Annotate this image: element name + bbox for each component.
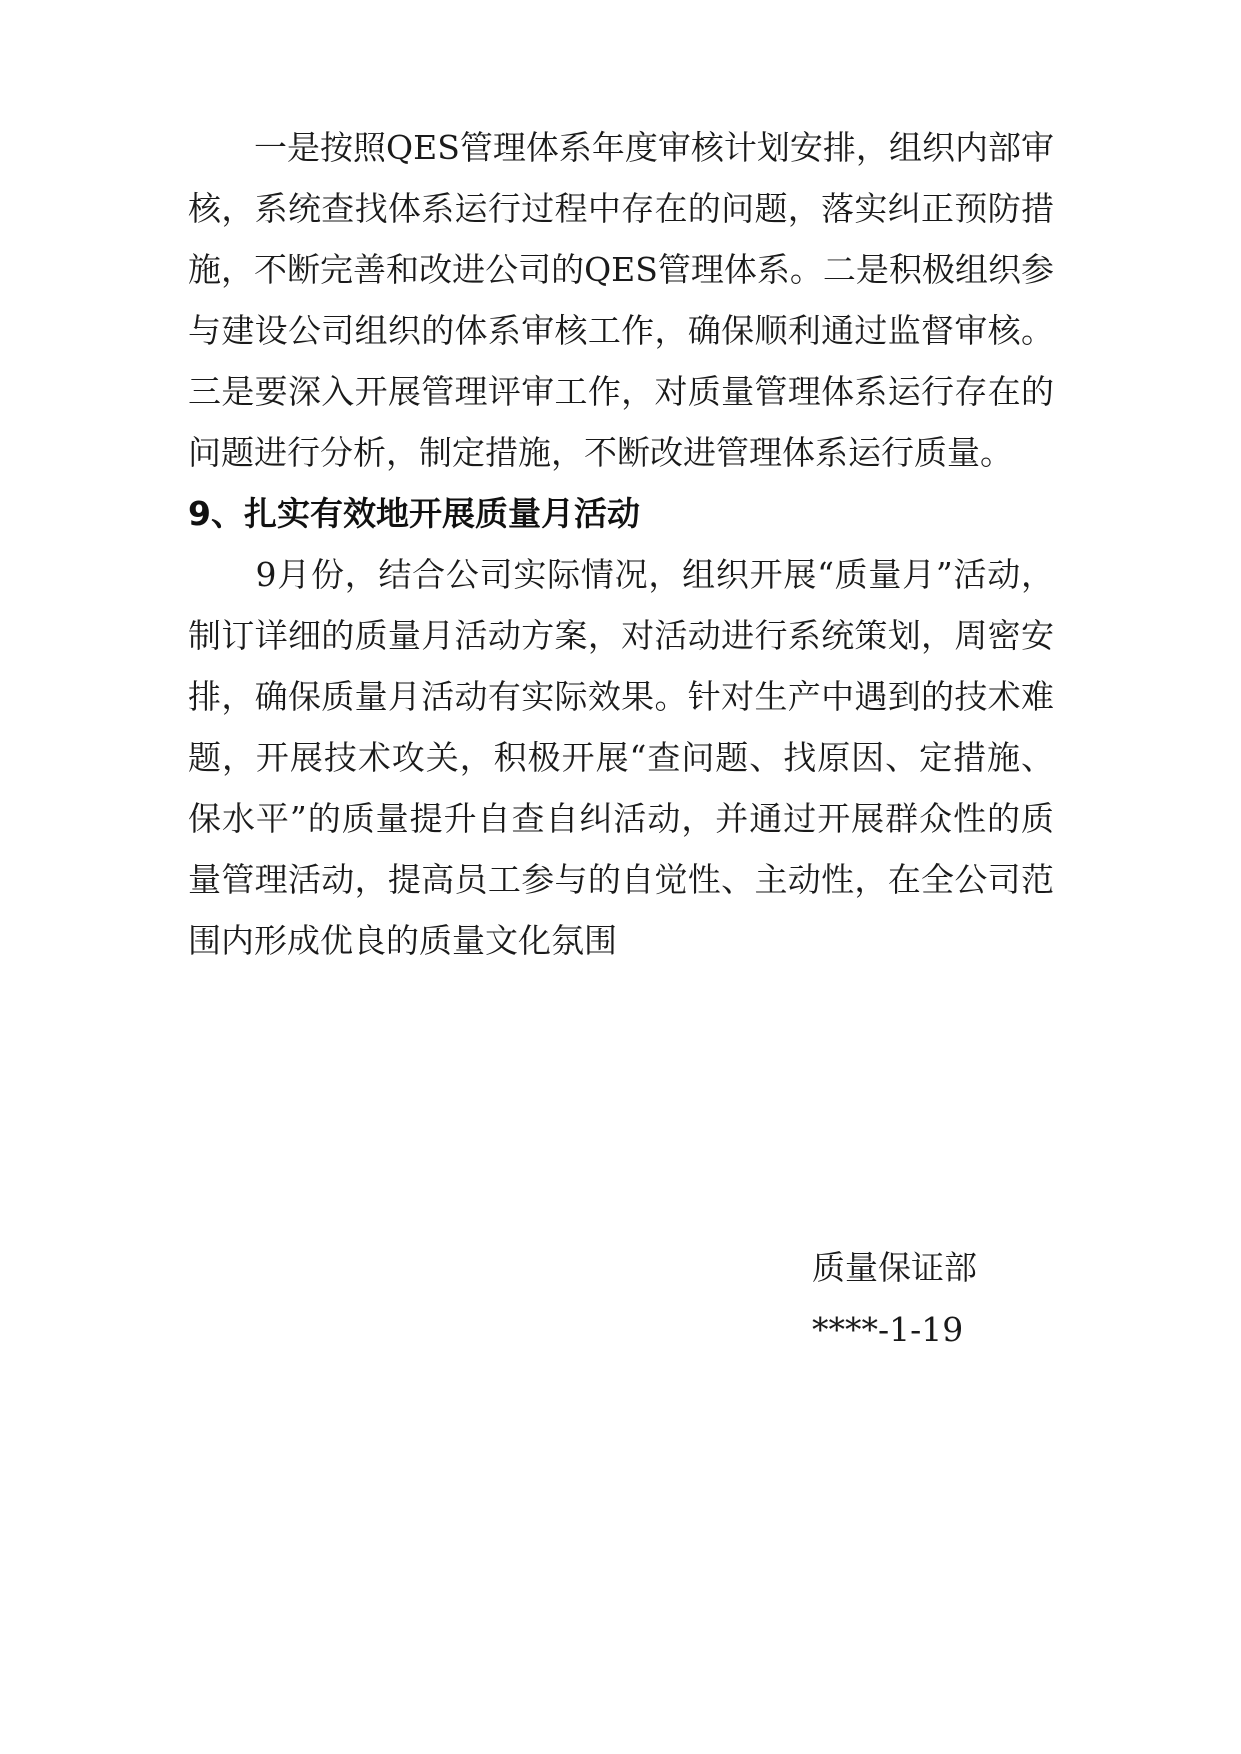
section8-line-3: 施，不断完善和改进公司的QES管理体系。二是积极组织参 xyxy=(188,250,1054,289)
section9-line-7: 围内形成优良的质量文化氛围 xyxy=(188,921,617,960)
signature-department: 质量保证部 xyxy=(812,1248,977,1287)
section9-line-2: 制订详细的质量月活动方案，对活动进行系统策划，周密安 xyxy=(188,616,1054,655)
section9-heading: 9、扎实有效地开展质量月活动 xyxy=(188,494,640,533)
signature-date: ****-1-19 xyxy=(812,1310,964,1349)
section9-line-1: 9月份，结合公司实际情况，组织开展“质量月”活动， xyxy=(188,555,1054,594)
section9-line-6: 量管理活动，提高员工参与的自觉性、主动性，在全公司范 xyxy=(188,860,1054,899)
section8-line-6: 问题进行分析，制定措施，不断改进管理体系运行质量。 xyxy=(188,433,1013,472)
section8-line-4: 与建设公司组织的体系审核工作，确保顺利通过监督审核。 xyxy=(188,311,1054,350)
section8-line-2: 核，系统查找体系运行过程中存在的问题，落实纠正预防措 xyxy=(188,189,1054,228)
section9-line-4: 题，开展技术攻关，积极开展“查问题、找原因、定措施、 xyxy=(188,738,1054,777)
section8-line-1: 一是按照QES管理体系年度审核计划安排，组织内部审 xyxy=(188,128,1054,167)
section9-line-5: 保水平”的质量提升自查自纠活动，并通过开展群众性的质 xyxy=(188,799,1054,838)
section9-line-3: 排，确保质量月活动有实际效果。针对生产中遇到的技术难 xyxy=(188,677,1054,716)
section8-line-5: 三是要深入开展管理评审工作，对质量管理体系运行存在的 xyxy=(188,372,1054,411)
